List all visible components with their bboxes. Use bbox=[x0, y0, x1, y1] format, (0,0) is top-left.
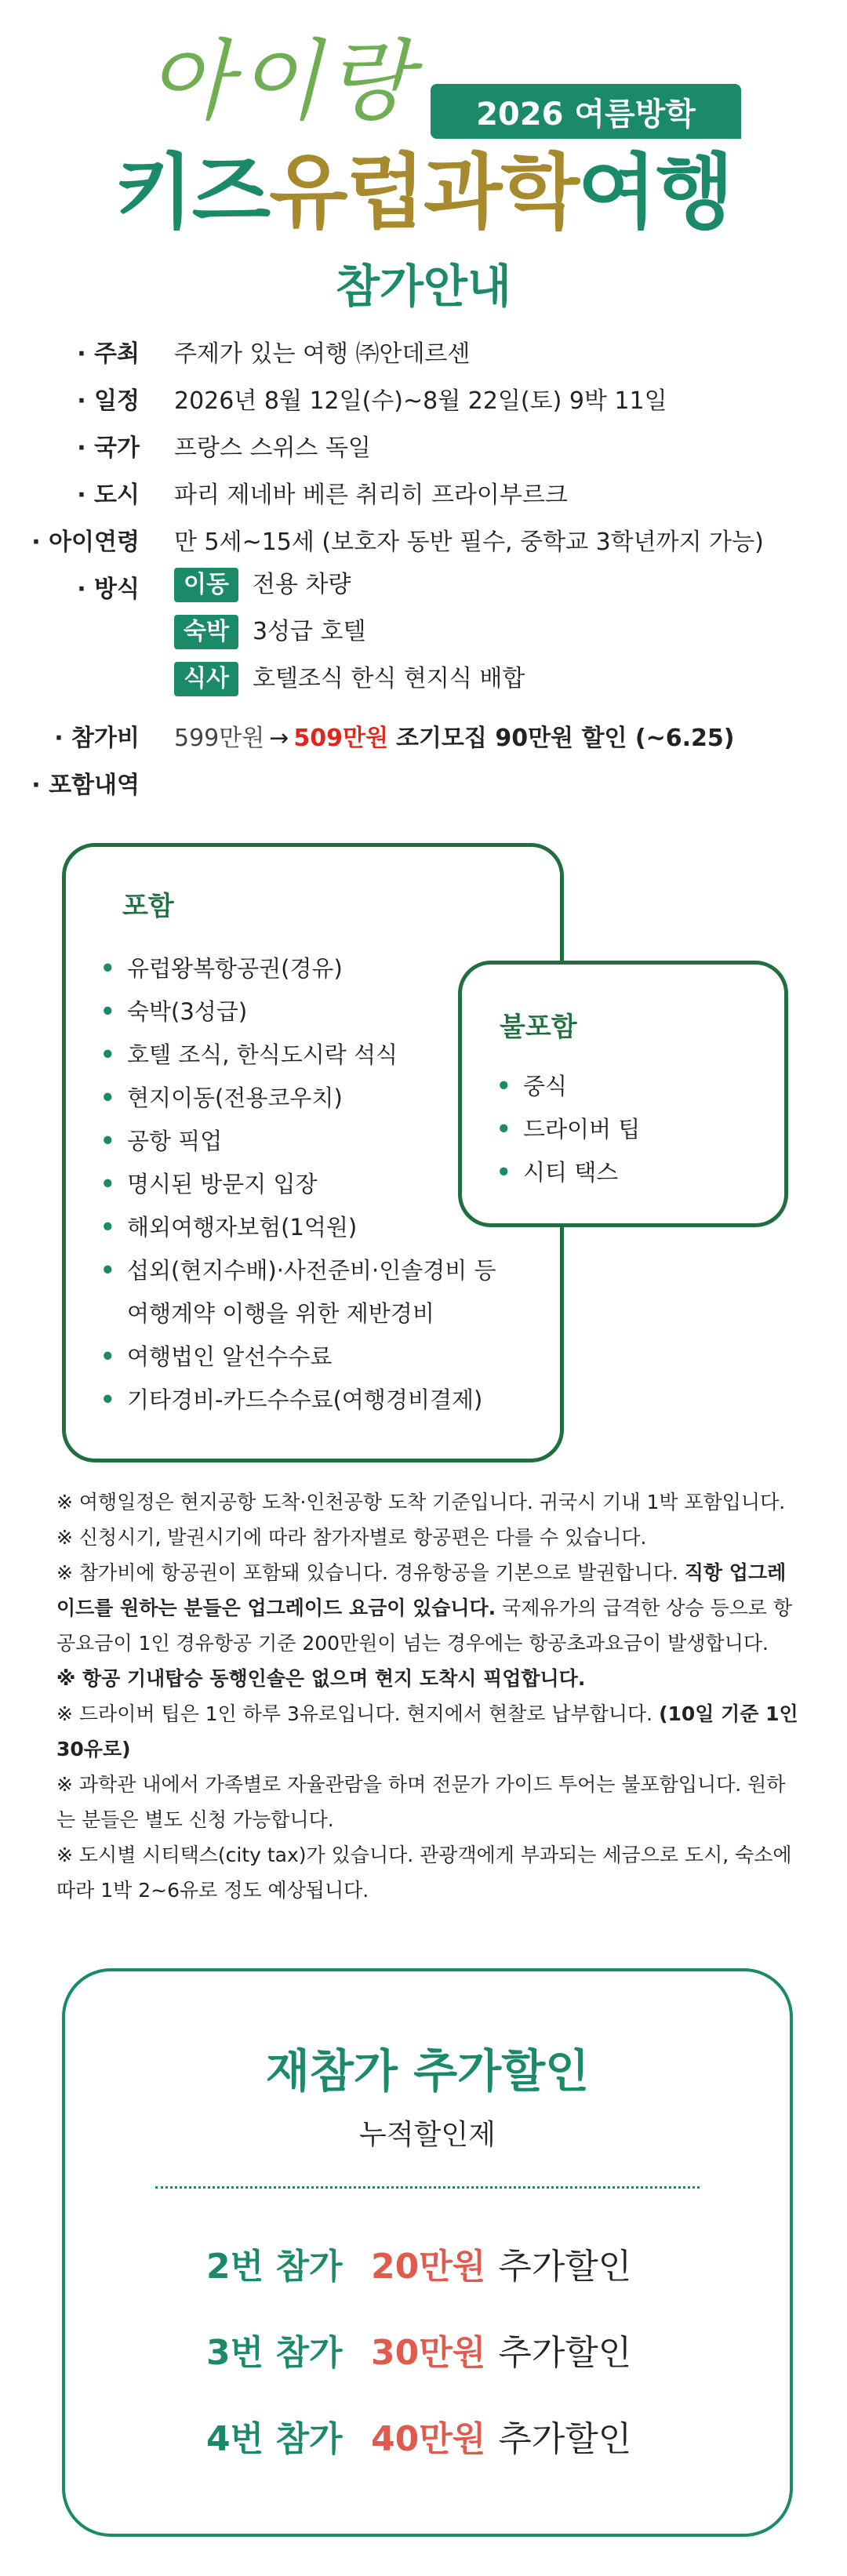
bullet-icon: • bbox=[100, 1041, 115, 1068]
list-item: • 해외여행자보험(1억원) bbox=[100, 1206, 540, 1249]
info-row-schedule bbox=[0, 381, 847, 428]
rejoin-subtitle: 누적할인제 bbox=[359, 2119, 496, 2151]
age-value: 만 5세~15세 (보호자 동반 필수, 중학교 3학년까지 가능) bbox=[174, 529, 764, 556]
age-label: · 아이연령 bbox=[31, 529, 140, 556]
note-item: ※ 드라이버 팁은 1인 하루 3유로입니다. 현지에서 현찰로 납부합니다. (10일 기준 1인 30유로) bbox=[56, 1702, 798, 1760]
fee-new-price: 509만원 bbox=[293, 725, 388, 752]
bullet-icon: • bbox=[100, 1257, 115, 1284]
list-item: • 중식 bbox=[496, 1065, 763, 1108]
info-row-city bbox=[0, 475, 847, 522]
city-label: · 도시 bbox=[77, 481, 140, 509]
title-travel: 여행 bbox=[577, 144, 732, 240]
country-label: · 국가 bbox=[77, 434, 140, 462]
discount-tier: 4번 참가 40만원 추가할인 bbox=[206, 2419, 632, 2459]
list-item: • 숙박(3성급) bbox=[100, 990, 540, 1034]
brand-logo: 아이랑 bbox=[147, 31, 416, 133]
info-row-lodging bbox=[0, 616, 847, 663]
info-row-host bbox=[0, 334, 847, 381]
list-item: • 여행법인 알선수수료 bbox=[100, 1335, 540, 1379]
schedule-value: 2026년 8월 12일(수)~8월 22일(토) 9박 11일 bbox=[174, 387, 667, 415]
note-item: ※ 신청시기, 발권시기에 따라 참가자별로 항공편은 다를 수 있습니다. bbox=[56, 1526, 647, 1549]
page-title bbox=[0, 144, 847, 240]
fee-old-price: 599만원 bbox=[174, 725, 265, 752]
title-kids: 키즈 bbox=[115, 144, 270, 240]
bullet-icon: • bbox=[100, 1085, 115, 1111]
list-item: • 명시된 방문지 입장 bbox=[100, 1163, 540, 1206]
note-item: ※ 도시별 시티택스(city tax)가 있습니다. 관광객에게 부과되는 세금으로 도시, 숙소에 따라 1박 2~6유로 정도 예상됩니다. bbox=[56, 1844, 792, 1902]
bullet-icon: • bbox=[100, 1171, 115, 1197]
info-row-age bbox=[0, 522, 847, 569]
page-subtitle: 참가안내 bbox=[335, 260, 512, 313]
discount-tier: 2번 참가 20만원 추가할인 bbox=[206, 2247, 632, 2287]
bullet-icon: • bbox=[496, 1073, 511, 1099]
fee-label: · 참가비 bbox=[54, 725, 140, 752]
list-item: • 유럽왕복항공권(경유) bbox=[100, 947, 540, 990]
method-transport-text: 전용 차량 bbox=[252, 571, 351, 598]
dotted-divider bbox=[155, 2186, 700, 2189]
included-title: 포함 bbox=[122, 891, 174, 922]
method-label: · 방식 bbox=[77, 576, 140, 603]
info-row-meal bbox=[0, 663, 847, 710]
notes bbox=[56, 1484, 802, 1908]
info-row-country bbox=[0, 428, 847, 475]
method-lodging bbox=[174, 612, 366, 649]
list-item: • 공항 픽업 bbox=[100, 1120, 540, 1163]
note-item: ※ 항공 기내탑승 동행인솔은 없으며 현지 도착시 픽업합니다. bbox=[56, 1667, 586, 1690]
bullet-icon: • bbox=[100, 1214, 115, 1241]
schedule-label: · 일정 bbox=[77, 387, 140, 415]
bullet-icon: • bbox=[100, 1128, 115, 1154]
country-value: 프랑스 스위스 독일 bbox=[174, 434, 371, 462]
note-item: ※ 과학관 내에서 가족별로 자율관람을 하며 전문가 가이드 투어는 불포함입니다. 원하는 분들은 별도 신청 가능합니다. bbox=[56, 1773, 786, 1831]
list-item: • 드라이버 팁 bbox=[496, 1108, 763, 1151]
bullet-icon: • bbox=[100, 1386, 115, 1413]
rejoin-discount-box bbox=[62, 1968, 793, 2537]
host-label: · 주최 bbox=[77, 340, 140, 368]
bullet-icon: • bbox=[100, 955, 115, 982]
info-row-method bbox=[0, 569, 847, 616]
fee-value bbox=[174, 718, 734, 753]
bullet-icon: • bbox=[496, 1159, 511, 1186]
title-europe-science: 유럽과학 bbox=[269, 144, 578, 240]
method-meal bbox=[174, 659, 525, 696]
note-item: ※ 참가비에 항공권이 포함돼 있습니다. 경유항공을 기본으로 발권합니다. 직항 업그레이드를 원하는 분들은 업그레이드 요금이 있습니다. 국제유가의 급격한 상승 등으로 항공요금이 1인 경유항공 기준 200만원이 넘는 경우에는 항공초과요금이 발생합니다. bbox=[56, 1561, 793, 1655]
bullet-icon: • bbox=[100, 998, 115, 1025]
method-lodging-text: 3성급 호텔 bbox=[252, 618, 366, 645]
includes-label: · 포함내역 bbox=[31, 772, 140, 799]
list-item-continuation: 여행계약 이행을 위한 제반경비 bbox=[127, 1300, 434, 1327]
excluded-list bbox=[496, 1065, 763, 1194]
method-transport bbox=[174, 565, 351, 602]
city-value: 파리 제네바 베른 취리히 프라이부르크 bbox=[174, 481, 568, 509]
info-row-includes bbox=[0, 765, 847, 812]
tag-transport: 이동 bbox=[174, 568, 238, 602]
excluded-title: 불포함 bbox=[500, 1012, 577, 1043]
discount-tier: 3번 참가 30만원 추가할인 bbox=[206, 2333, 632, 2373]
list-item: • 시티 택스 bbox=[496, 1151, 763, 1194]
bullet-icon: • bbox=[100, 1343, 115, 1370]
info-row-fee bbox=[0, 718, 847, 765]
tag-lodging: 숙박 bbox=[174, 615, 238, 649]
fee-discount: 조기모집 90만원 할인 (~6.25) bbox=[395, 725, 735, 752]
bullet-icon: • bbox=[496, 1116, 511, 1143]
host-value: 주제가 있는 여행 ㈜안데르센 bbox=[174, 340, 471, 368]
tag-meal: 식사 bbox=[174, 662, 238, 696]
year-badge: 2026 여름방학 bbox=[431, 84, 741, 139]
rejoin-title: 재참가 추가할인 bbox=[265, 2044, 590, 2098]
list-item: • 기타경비-카드수수료(여행경비결제) bbox=[100, 1379, 540, 1422]
method-meal-text: 호텔조식 한식 현지식 배합 bbox=[252, 665, 525, 692]
list-item: • 현지이동(전용코우치) bbox=[100, 1077, 540, 1120]
excluded-box bbox=[458, 961, 788, 1227]
list-item: • 섭외(현지수배)·사전준비·인솔경비 등 여행계약 이행을 위한 제반경비 bbox=[100, 1249, 540, 1335]
note-item: ※ 여행일정은 현지공항 도착·인천공항 도착 기준입니다. 귀국시 기내 1박 포함입니다. bbox=[56, 1491, 786, 1513]
arrow-right-icon: → bbox=[269, 725, 289, 752]
list-item: • 호텔 조식, 한식도시락 석식 bbox=[100, 1034, 540, 1077]
